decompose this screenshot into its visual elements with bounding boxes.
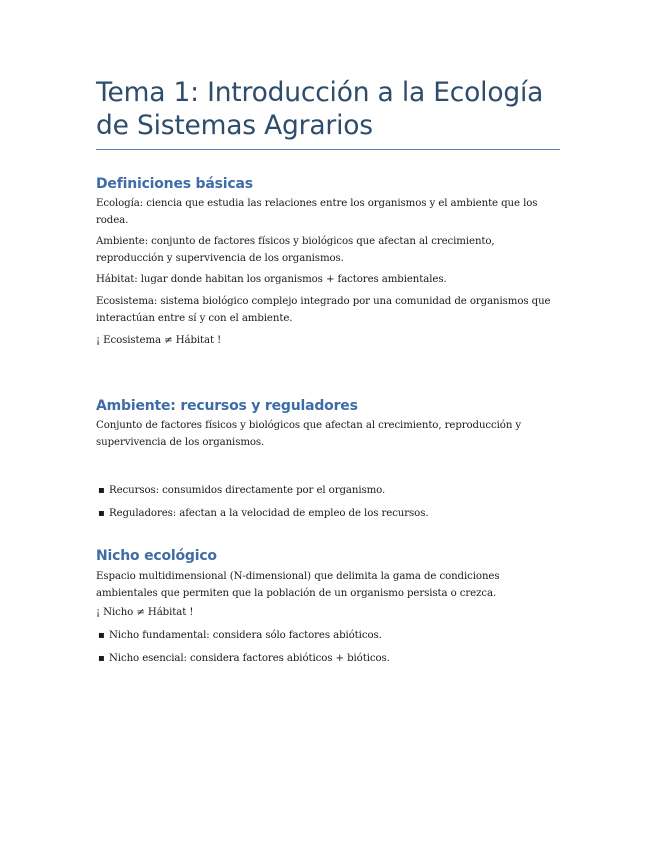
- bullet-icon: ▪: [98, 653, 105, 664]
- page-title: Tema 1: Introducción a la Ecología de Sistemas Agrarios: [96, 77, 544, 141]
- list-item-text: Recursos: consumidos directamente por el organismo.: [109, 485, 386, 496]
- section-heading-ambiente: Ambiente: recursos y reguladores: [96, 398, 358, 414]
- bullet-icon: ▪: [98, 630, 105, 641]
- paragraph-ecologia: Ecología: ciencia que estudia las relaciones entre los organismos y el ambiente que los rodea.: [96, 198, 538, 226]
- section-heading-definiciones: Definiciones básicas: [96, 176, 253, 192]
- title-underline: [96, 149, 560, 150]
- paragraph-habitat: Hábitat: lugar donde habitan los organismos + factores ambientales.: [96, 274, 447, 285]
- note-nicho-habitat: ¡ Nicho ≠ Hábitat !: [96, 607, 194, 618]
- paragraph-ambiente-definicion: Conjunto de factores físicos y biológicos que afectan al crecimiento, reproducción y supervivencia de los organismos.: [96, 420, 522, 448]
- list-item-text: Nicho fundamental: considera sólo factores abióticos.: [109, 630, 382, 641]
- note-ecosistema-habitat: ¡ Ecosistema ≠ Hábitat !: [96, 335, 222, 346]
- paragraph-ambiente: Ambiente: conjunto de factores físicos y biológicos que afectan al crecimiento, reproducción y supervivencia de los organismos.: [96, 236, 495, 264]
- list-item-reguladores: [98, 506, 558, 522]
- list-item-nicho-esencial: [98, 651, 558, 667]
- paragraph-ecosistema: Ecosistema: sistema biológico complejo integrado por una comunidad de organismos que interactúan entre sí y con el ambiente.: [96, 296, 551, 324]
- list-item-recursos: [98, 483, 558, 499]
- list-item-text: Nicho esencial: considera factores abióticos + bióticos.: [109, 653, 390, 664]
- section-heading-nicho: Nicho ecológico: [96, 548, 217, 564]
- list-item-text: Reguladores: afectan a la velocidad de empleo de los recursos.: [109, 508, 429, 519]
- bullet-icon: ▪: [98, 508, 105, 519]
- bullet-icon: ▪: [98, 485, 105, 496]
- paragraph-nicho-definicion: Espacio multidimensional (N-dimensional) que delimita la gama de condiciones ambientales que permiten que la población de un organismo persista o crezca.: [96, 571, 500, 599]
- list-item-nicho-fundamental: [98, 628, 558, 644]
